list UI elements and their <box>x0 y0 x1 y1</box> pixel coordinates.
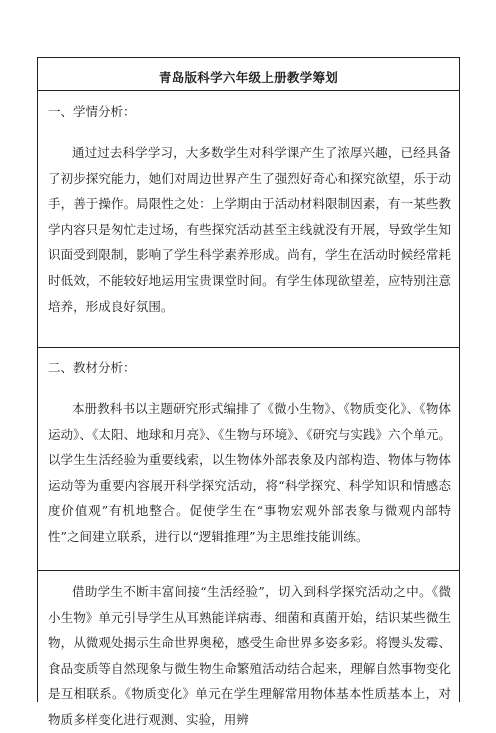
section-heading-textbook-analysis: 二、教材分析： <box>48 360 136 375</box>
student-analysis-paragraph: 通过过去科学学习，大多数学生对科学课产生了浓厚兴趣，已经具备了初步探究能力，她们对周边世界产生了强烈好奇心和探究欲望，乐于动手，善于操作。局限性之处：上学期由于活动材料限制因素，有一某些教学内容只是匆忙走过场，有些探究活动甚至主线就没有开展，导致学生知识面受到限制，影响了学生科学素养形成。尚有，学生在活动时候经常耗时低效，不能较好地运用宝贵课堂时间。有学生体现欲望差，应特别注意培养，形成良好氛围。 <box>48 145 451 314</box>
section-divider <box>38 570 459 571</box>
section-heading-student-analysis: 一、学情分析： <box>48 104 136 119</box>
document-title: 青岛版科学六年级上册教学筹划 <box>158 70 339 85</box>
plan-table <box>37 57 460 727</box>
textbook-analysis-paragraph-2: 借助学生不断丰富间接“生活经验”，切入到科学探究活动之中。《微小生物》单元引导学生从耳熟能详病毒、细菌和真菌开始，结识某些微生物，从微观处揭示生命世界奥秘，感受生命世界多姿多彩。将馒头发霉、食品变质等自然现象与微生物生命繁殖活动结合起来，理解自然事物变化是互相联系。《物质变化》单元在学生理解常用物体基本性质基本上，对物质多样变化进行观测、实验，用辨 <box>48 584 451 727</box>
title-row <box>38 58 459 91</box>
textbook-analysis-paragraph-1: 本册教科书以主题研究形式编排了《微小生物》、《物质变化》、《物体运动》、《太阳、地球和月亮》、《生物与环境》、《研究与实践》六个单元。以学生生活经验为重要线索，以生物体外部表象及内部构造、物体与物体运动等为重要内容展开科学探究活动，将“科学探究、科学知识和情感态度价值观”有机地整合。促使学生在“事物宏观外部表象与微观内部特性”之间建立联系，进行以“逻辑推理”为主思维技能训练。 <box>48 401 451 544</box>
section-divider <box>38 347 459 348</box>
